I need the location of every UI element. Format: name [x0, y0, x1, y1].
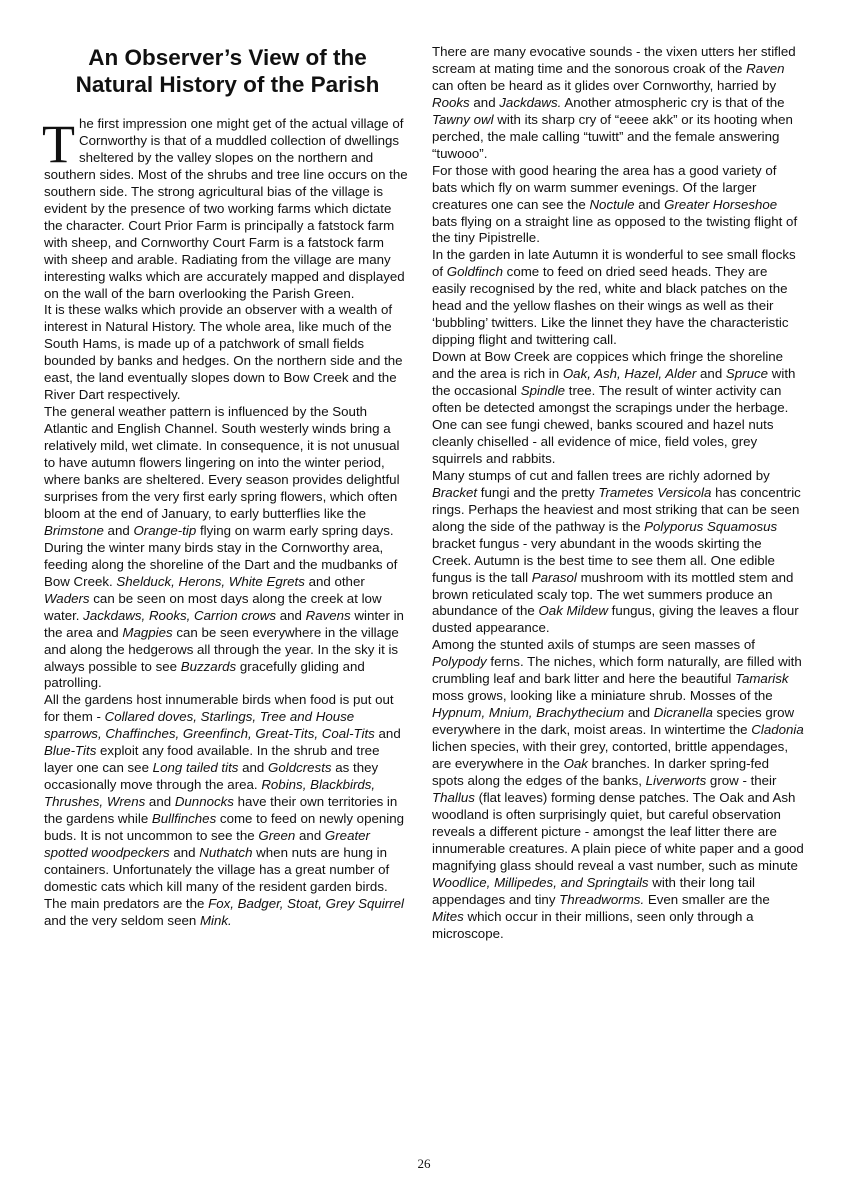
right-paragraph-5: Many stumps of cut and fallen trees are richly adorned by Bracket fungi and the pretty Trametes Versicola has concentric rings. Perhaps the heaviest and most striking that can be seen along the side of the pathway is the Polyporus Squamosus bracket fungus - very abundant in the woods skirting the Creek. Autumn is the best time to see them all. One edible fungus is the tall Parasol mushroom with its mottled stem and brown reticulated scaly top. The wet summers produce an abundance of the Oak Mildew fungus, giving the leaves a flour dusted appearance. — [432, 467, 801, 636]
left-paragraph-4: During the winter many birds stay in the Cornworthy area, feeding along the shoreline of the Dart and the mudbanks of Bow Creek. Shelduck, Herons, White Egrets and other Waders can be seen on most days along the creek at low water. Jackdaws, Rooks, Carrion crows and Ravens winter in the area and Magpies can be seen everywhere in the village and along the hedgerows all through the year. In the sky it is always possible to see Buzzards gracefully gliding and patrolling. — [44, 539, 404, 691]
right-paragraph-1: There are many evocative sounds - the vixen utters her stifled scream at mating time and the sonorous croak of the Raven can often be heard as it glides over Cornworthy, harried by Rooks and Jackdaws. Another atmospheric cry is that of the Tawny owl with its sharp cry of “eeee akk” or its hooting when perched, the male calling “tuwitt” and the female answering “tuwooo”. — [432, 44, 796, 161]
right-paragraph-6: Among the stunted axils of stumps are seen masses of Polypody ferns. The niches, which form naturally, are filled with crumbling leaf and bark litter and here the beautiful Tamarisk moss grows, looking like a miniature shrub. Mosses of the Hypnum, Mnium, Brachythecium and Dicranella species grow everywhere in the dark, moist areas. In wintertime the Cladonia lichen species, with their grey, contorted, brittle appendages, are everywhere in the Oak branches. In darker spring-fed spots along the edges of the banks, Liverworts grow - their Thallus (flat leaves) forming dense patches. The Oak and Ash woodland is often surprisingly quiet, but careful observation reveals a different picture - amongst the leaf litter there are innumerable creatures. A plain piece of white paper and a good magnifying glass should reveal a vast number, such as minute Woodlice, Millipedes, and Springtails with their long tail appendages and tiny Threadworms. Even smaller are the Mites which occur in their millions, seen only through a microscope. — [432, 637, 804, 941]
drop-cap: T — [42, 114, 75, 174]
article-title — [44, 44, 411, 98]
left-paragraph-3: The general weather pattern is influenced by the South Atlantic and English Channel. South westerly winds bring a relatively mild, wet climate. In consequence, it is not unusual to have autumn flowers lingering on into the winter period, where banks are sheltered. Every season provides delightful surprises from the very first early spring flowers, which often bloom at the end of January, to early butterflies like the Brimstone and Orange-tip flying on warm early spring days. — [44, 404, 400, 538]
page-number: 26 — [417, 1156, 431, 1171]
left-paragraph-2: It is these walks which provide an observer with a wealth of interest in Natural History. The whole area, like much of the South Hams, is made up of a patchwork of small fields bounded by banks and hedges. On the northern side and the east, the land eventually slopes down to Bow Creek and the River Dart respectively. — [44, 302, 403, 403]
left-paragraph-1: The first impression one might get of the actual village of Cornworthy is that of a muddled collection of dwellings sheltered by the valley slopes on the northern and southern sides. Most of the shrubs and tree line occurs on the southern side. The strong agricultural bias of the village is evident by the presence of two working farms which dictate the character. Court Prior Farm is principally a fatstock farm with sheep, and Cornworthy Court Farm is a fatstock farm with sheep and arable. Radiating from the village are many interesting walks which are accurately mapped and displayed on the wall of the barn overlooking the Parish Green. — [42, 114, 408, 301]
left-column — [44, 44, 411, 930]
right-paragraph-2: For those with good hearing the area has a good variety of bats which fly on warm summer evenings. Of the larger creatures one can see the Noctule and Greater Horseshoe bats flying on a straight line as opposed to the twisting flight of the tiny Pipistrelle. — [432, 162, 798, 246]
title-line-1: An Observer’s View of the — [88, 45, 367, 70]
left-paragraph-6: The main predators are the Fox, Badger, Stoat, Grey Squirrel and the very seldom seen Mink. — [44, 895, 404, 928]
right-column — [432, 44, 804, 943]
right-paragraph-4: Down at Bow Creek are coppices which fringe the shoreline and the area is rich in Oak, Ash, Hazel, Alder and Spruce with the occasional Spindle tree. The result of winter activity can often be detected amongst the scrapings under the herbage. One can see fungi chewed, banks scoured and hazel nuts cleanly chiselled - all evidence of mice, field voles, grey squirrels and rabbits. — [432, 349, 796, 466]
title-line-2: Natural History of the Parish — [75, 72, 380, 97]
left-paragraph-5: All the gardens host innumerable birds when food is put out for them - Collared doves, Starlings, Tree and House sparrows, Chaffinches, Greenfinch, Great-Tits, Coal-Tits and Blue-Tits exploit any food available. In the shrub and tree layer one can see Long tailed tits and Goldcrests as they occasionally move through the area. Robins, Blackbirds, Thrushes, Wrens and Dunnocks have their own territories in the gardens while Bullfinches come to feed on newly opening buds. It is not uncommon to see the Green and Greater spotted woodpeckers and Nuthatch when nuts are hung in containers. Unfortunately the village has a great number of domestic cats which kill many of the resident garden birds. — [44, 692, 404, 894]
right-paragraph-3: In the garden in late Autumn it is wonderful to see small flocks of Goldfinch come to feed on dried seed heads. They are easily recognised by the red, white and black patches on the head and the yellow flashes on their wings as well as their ‘bubbling’ twitters. Like the linnet they have the characteristic dipping flight and twittering call. — [432, 247, 796, 348]
